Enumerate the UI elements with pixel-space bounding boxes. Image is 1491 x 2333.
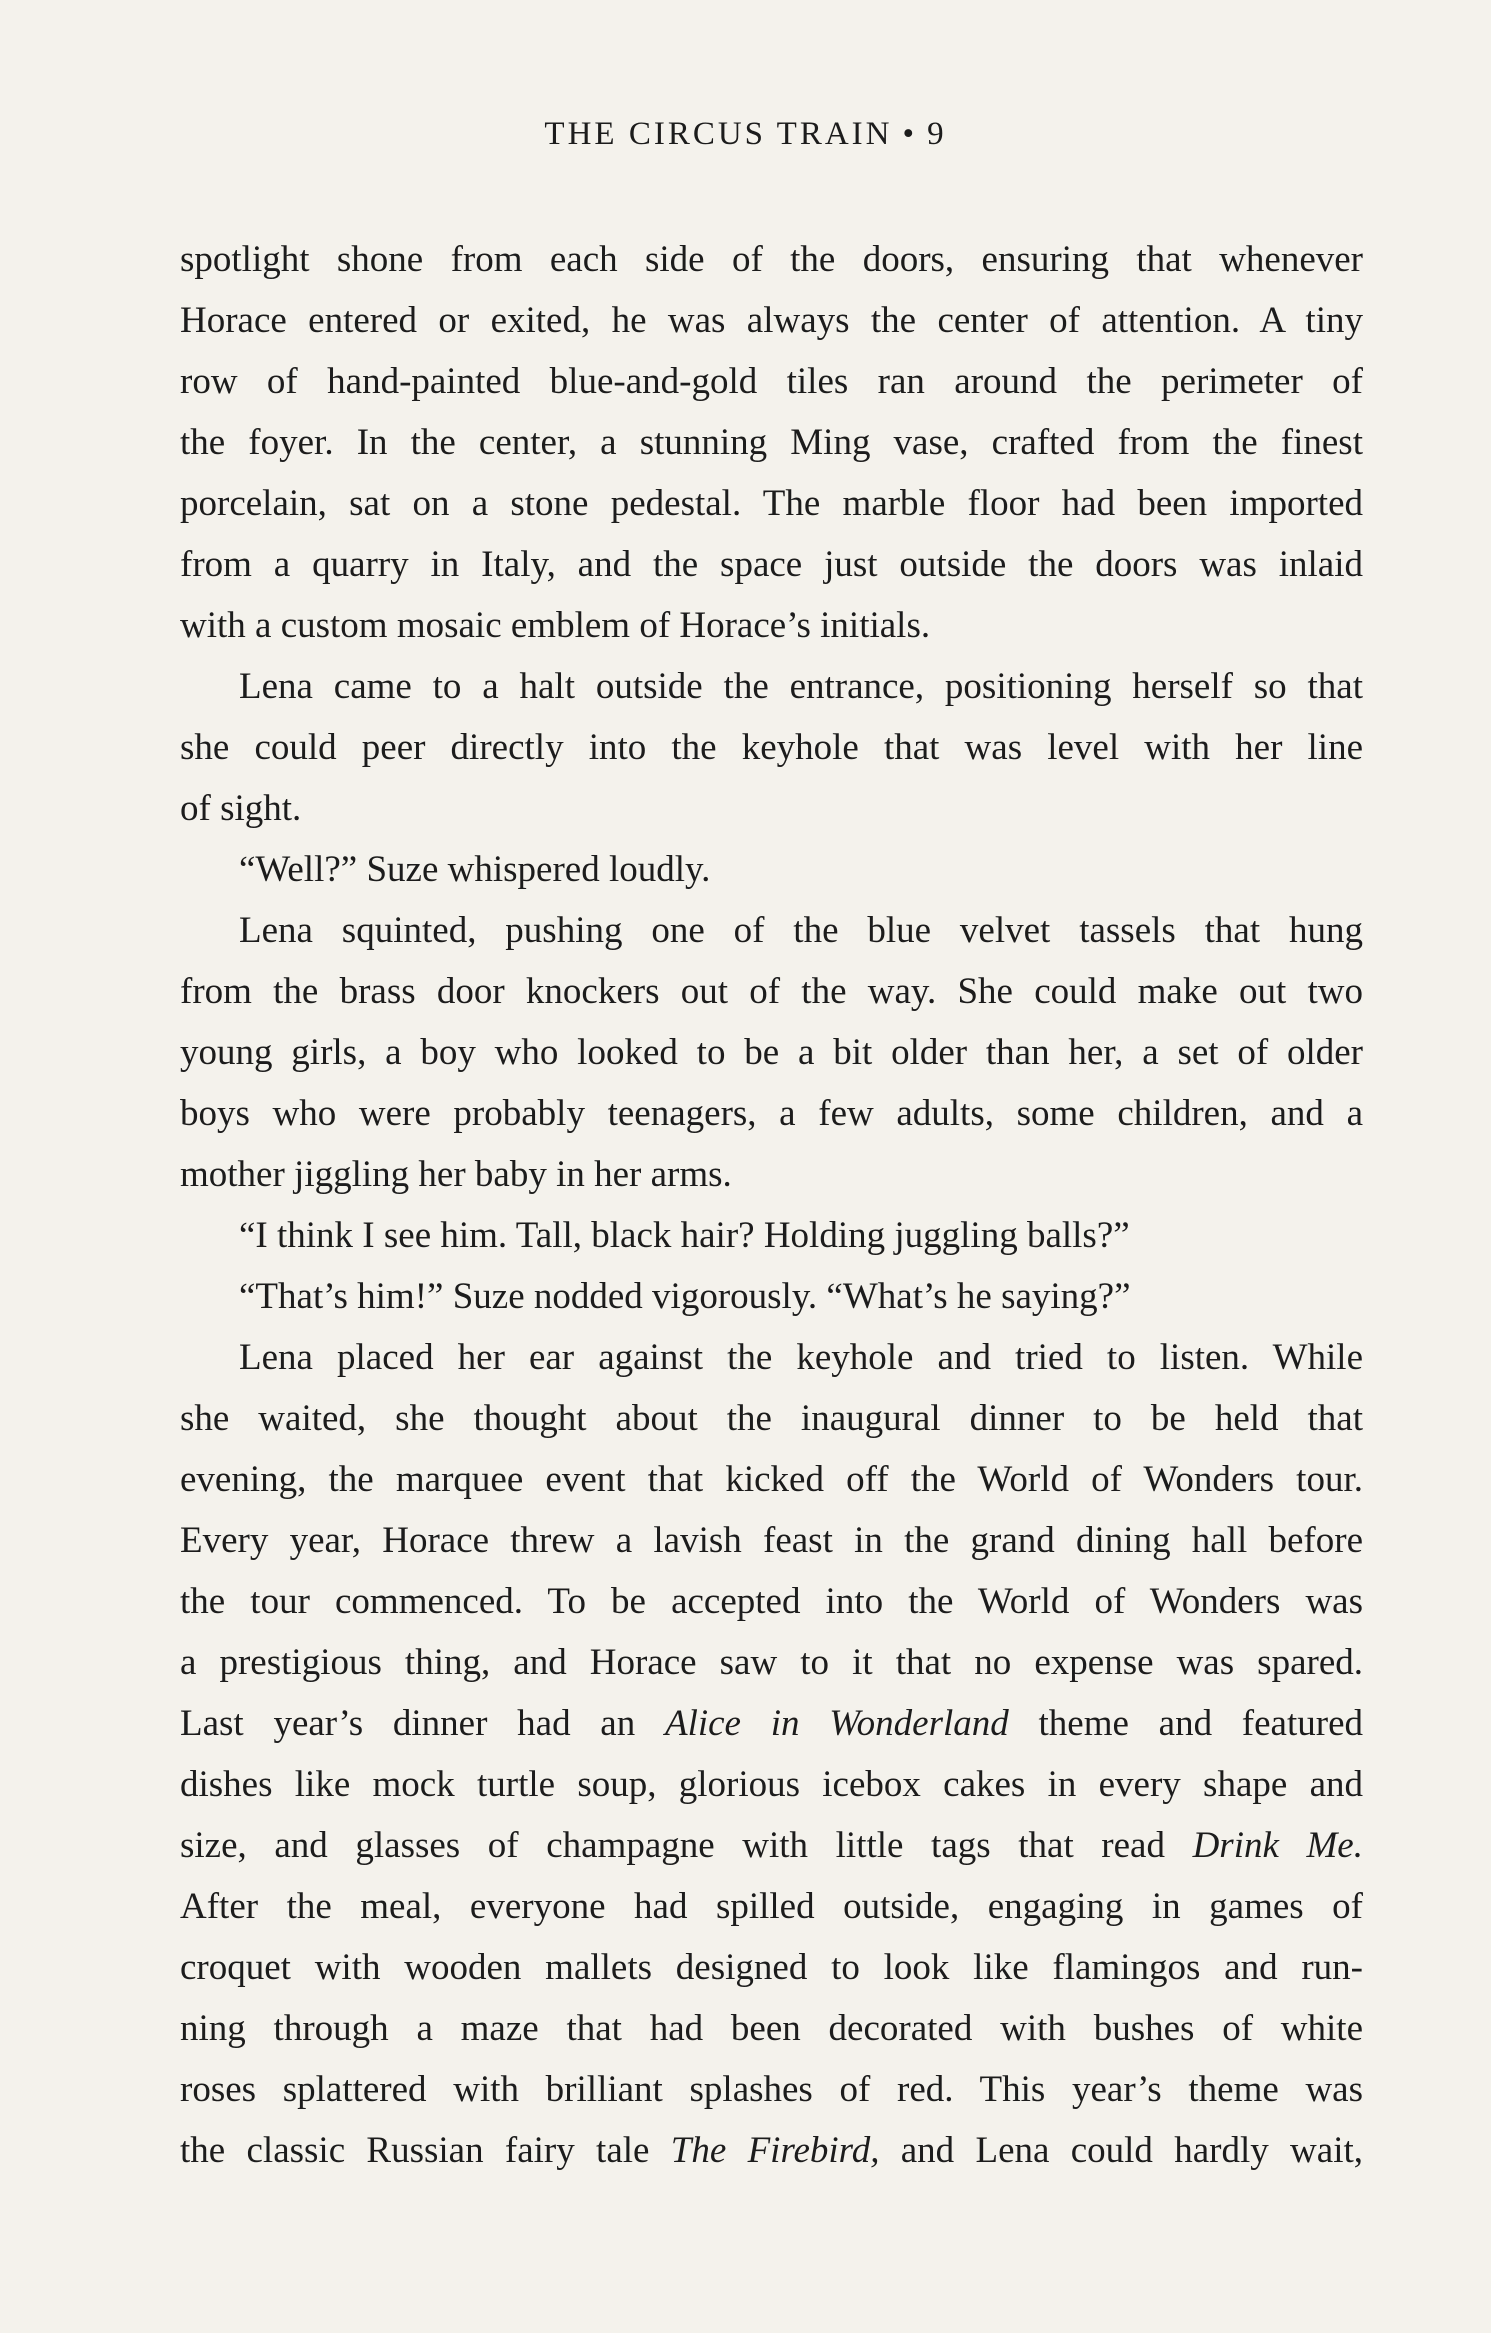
text-line: After the meal, everyone had spilled outside, engaging in games of bbox=[180, 1886, 1363, 1927]
text-line: Lena came to a halt outside the entrance, positioning herself so that bbox=[239, 666, 1363, 707]
body-text bbox=[180, 229, 1363, 2181]
text-line: the foyer. In the center, a stunning Ming vase, crafted from the finest bbox=[180, 422, 1363, 463]
text-line: from the brass door knockers out of the way. She could make out two bbox=[180, 971, 1363, 1012]
text-line: Lena placed her ear against the keyhole and tried to listen. While bbox=[239, 1337, 1363, 1378]
text-line: young girls, a boy who looked to be a bit older than her, a set of older bbox=[180, 1032, 1363, 1073]
text-line bbox=[180, 1815, 1363, 1876]
text-line: with a custom mosaic emblem of Horace’s initials. bbox=[180, 605, 931, 646]
text-line: from a quarry in Italy, and the space just outside the doors was inlaid bbox=[180, 544, 1363, 585]
header-separator: • bbox=[902, 116, 918, 152]
text-line: of sight. bbox=[180, 788, 302, 829]
text-line: boys who were probably teenagers, a few adults, some children, and a bbox=[180, 1093, 1363, 1134]
text-line: “That’s him!” Suze nodded vigorously. “What’s he saying?” bbox=[239, 1276, 1131, 1317]
text-line: Horace entered or exited, he was always the center of attention. A tiny bbox=[180, 300, 1363, 341]
text-run: size, and glasses of champagne with little tags that read bbox=[180, 1825, 1193, 1866]
text-line: the tour commenced. To be accepted into the World of Wonders was bbox=[180, 1581, 1363, 1622]
book-title: The Firebird, bbox=[670, 2130, 880, 2171]
text-run: and Lena could hardly wait, bbox=[879, 2130, 1363, 2171]
text-line: “Well?” Suze whispered loudly. bbox=[239, 849, 711, 890]
text-line: ning through a maze that had been decorated with bushes of white bbox=[180, 2008, 1363, 2049]
book-title: Alice in Wonderland bbox=[664, 1703, 1009, 1744]
text-line: she waited, she thought about the inaugural dinner to be held that bbox=[180, 1398, 1363, 1439]
chapter-title: THE CIRCUS TRAIN bbox=[544, 116, 893, 152]
text-line bbox=[180, 2120, 1363, 2181]
text-line: she could peer directly into the keyhole that was level with her line bbox=[180, 727, 1363, 768]
text-line: “I think I see him. Tall, black hair? Holding juggling balls?” bbox=[239, 1215, 1130, 1256]
text-line: mother jiggling her baby in her arms. bbox=[180, 1154, 732, 1195]
text-run: Last year’s dinner had an bbox=[180, 1703, 665, 1744]
text-line bbox=[180, 1693, 1363, 1754]
text-line: Lena squinted, pushing one of the blue velvet tassels that hung bbox=[239, 910, 1363, 951]
page-number: 9 bbox=[927, 116, 947, 152]
tag-text: Drink Me. bbox=[1192, 1825, 1363, 1866]
text-line: Every year, Horace threw a lavish feast in the grand dining hall before bbox=[180, 1520, 1363, 1561]
text-line: croquet with wooden mallets designed to look like flamingos and run- bbox=[180, 1947, 1363, 1988]
text-run: the classic Russian fairy tale bbox=[180, 2130, 671, 2171]
text-line: dishes like mock turtle soup, glorious icebox cakes in every shape and bbox=[180, 1764, 1363, 1805]
text-line: row of hand-painted blue-and-gold tiles ran around the perimeter of bbox=[180, 361, 1363, 402]
text-line: porcelain, sat on a stone pedestal. The marble floor had been imported bbox=[180, 483, 1363, 524]
text-line: spotlight shone from each side of the doors, ensuring that whenever bbox=[180, 239, 1363, 280]
running-head bbox=[0, 118, 1491, 151]
text-run: theme and featured bbox=[1008, 1703, 1363, 1744]
text-line: evening, the marquee event that kicked off the World of Wonders tour. bbox=[180, 1459, 1363, 1500]
text-line: a prestigious thing, and Horace saw to it that no expense was spared. bbox=[180, 1642, 1363, 1683]
text-line: roses splattered with brilliant splashes of red. This year’s theme was bbox=[180, 2069, 1363, 2110]
